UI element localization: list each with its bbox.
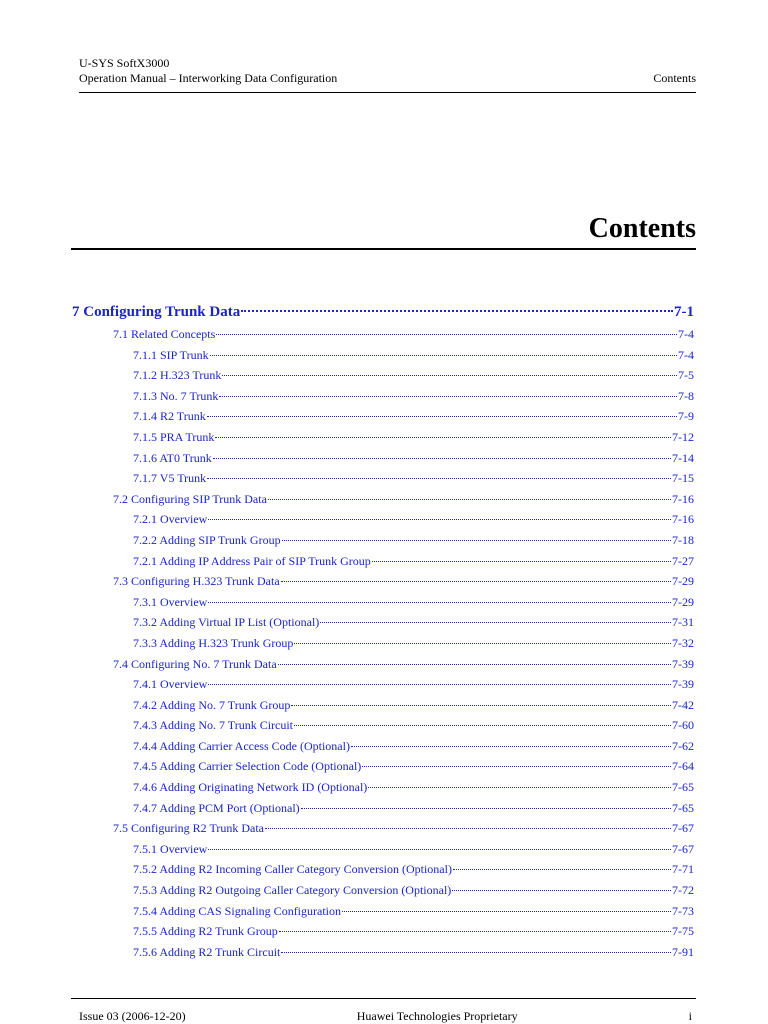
toc-entry[interactable] xyxy=(72,901,694,922)
toc-entry-label: 7.5.2 Adding R2 Incoming Caller Category Conversion (Optional) xyxy=(133,862,452,877)
toc-dot-leader xyxy=(281,581,671,582)
toc-entry[interactable] xyxy=(72,406,694,427)
toc-entry[interactable] xyxy=(72,345,694,366)
toc-entry-page: 7-91 xyxy=(672,944,694,959)
toc-dot-leader xyxy=(281,952,671,953)
toc-entry[interactable] xyxy=(72,736,694,757)
toc-entry[interactable] xyxy=(72,839,694,860)
toc-entry-label: 7.1.2 H.323 Trunk xyxy=(133,368,222,383)
toc-entry-page: 7-16 xyxy=(672,491,694,506)
toc-entry-page: 7-27 xyxy=(672,553,694,568)
toc-entry-page: 7-72 xyxy=(672,883,694,898)
toc-entry[interactable] xyxy=(72,324,694,345)
footer-issue: Issue 03 (2006-12-20) xyxy=(79,1009,186,1023)
toc-entry-label: 7.1.4 R2 Trunk xyxy=(133,409,206,424)
header-product: U-SYS SoftX3000 xyxy=(79,56,170,70)
toc-dot-leader xyxy=(294,725,671,726)
toc-entry-label: 7.5.4 Adding CAS Signaling Configuration xyxy=(133,903,342,918)
toc-entry-page: 7-39 xyxy=(672,656,694,671)
toc-entry[interactable] xyxy=(72,921,694,942)
toc-entry[interactable] xyxy=(72,448,694,469)
toc-entry-page: 7-32 xyxy=(672,635,694,650)
header-row xyxy=(79,71,696,86)
toc-entry-label: 7.4.5 Adding Carrier Selection Code (Optional) xyxy=(133,759,362,774)
toc-entry[interactable] xyxy=(72,551,694,572)
toc-entry-label: 7.4.6 Adding Originating Network ID (Optional) xyxy=(133,780,368,795)
toc-entry-page: 7-9 xyxy=(678,409,694,424)
toc-dot-leader xyxy=(207,416,677,417)
toc-dot-leader xyxy=(265,828,671,829)
toc-entry-label: 7.2.1 Adding IP Address Pair of SIP Trunk Group xyxy=(133,553,371,568)
toc-dot-leader xyxy=(452,890,671,891)
toc-entry-label: 7.5.6 Adding R2 Trunk Circuit xyxy=(133,944,281,959)
toc-dot-leader xyxy=(210,355,677,356)
footer-page-number: i xyxy=(688,1009,692,1023)
toc-entry-page: 7-75 xyxy=(672,924,694,939)
toc-entry-page: 7-73 xyxy=(672,903,694,918)
toc-entry-label: 7.2 Configuring SIP Trunk Data xyxy=(113,491,267,506)
toc-entry-page: 7-15 xyxy=(672,471,694,486)
toc-entry[interactable] xyxy=(72,300,694,324)
toc-entry-page: 7-64 xyxy=(672,759,694,774)
toc-entry-page: 7-67 xyxy=(672,821,694,836)
toc-dot-leader xyxy=(351,746,671,747)
toc-dot-leader xyxy=(294,643,671,644)
toc-entry-label: 7.2.2 Adding SIP Trunk Group xyxy=(133,532,281,547)
toc-entry-page: 7-14 xyxy=(672,450,694,465)
toc-dot-leader xyxy=(208,849,671,850)
toc-entry-page: 7-42 xyxy=(672,697,694,712)
toc-dot-leader xyxy=(282,540,671,541)
toc-entry-label: 7.5.1 Overview xyxy=(133,841,208,856)
footer-divider xyxy=(71,998,696,999)
toc-dot-leader xyxy=(219,396,677,397)
toc-entry-page: 7-5 xyxy=(678,368,694,383)
toc-dot-leader xyxy=(372,561,671,562)
toc-dot-leader xyxy=(368,787,671,788)
toc-entry-label: 7.3 Configuring H.323 Trunk Data xyxy=(113,574,280,589)
toc-entry-label: 7.4.3 Adding No. 7 Trunk Circuit xyxy=(133,718,294,733)
toc-dot-leader xyxy=(291,705,671,706)
toc-entry-label: 7.3.2 Adding Virtual IP List (Optional) xyxy=(133,615,320,630)
toc-entry[interactable] xyxy=(72,654,694,675)
toc-entry-label: 7.3.3 Adding H.323 Trunk Group xyxy=(133,635,294,650)
toc-entry-page: 7-65 xyxy=(672,780,694,795)
toc-dot-leader xyxy=(215,437,671,438)
toc-entry[interactable] xyxy=(72,859,694,880)
toc-entry[interactable] xyxy=(72,386,694,407)
toc-entry-label: 7.1.7 V5 Trunk xyxy=(133,471,207,486)
footer-company: Huawei Technologies Proprietary xyxy=(356,1009,518,1023)
toc-dot-leader xyxy=(208,684,671,685)
toc-entry-page: 7-31 xyxy=(672,615,694,630)
toc-entry[interactable] xyxy=(72,818,694,839)
toc-entry-label: 7.1.1 SIP Trunk xyxy=(133,347,209,362)
toc-entry-label: 7.1 Related Concepts xyxy=(113,327,216,341)
toc-entry[interactable] xyxy=(72,674,694,695)
toc-entry-label: 7.1.3 No. 7 Trunk xyxy=(133,388,219,403)
toc-entry[interactable] xyxy=(72,777,694,798)
toc-entry-page: 7-4 xyxy=(678,347,694,362)
toc-entry-label: 7.4.1 Overview xyxy=(133,677,208,692)
toc-entry-label: 7.5 Configuring R2 Trunk Data xyxy=(113,821,265,836)
toc-dot-leader xyxy=(207,478,671,479)
toc-entry[interactable] xyxy=(72,489,694,510)
toc-entry-label: 7.5.5 Adding R2 Trunk Group xyxy=(133,924,278,939)
toc-entry-label: 7.4.7 Adding PCM Port (Optional) xyxy=(133,800,300,815)
toc-dot-leader xyxy=(362,766,671,767)
toc-entry-label: 7.2.1 Overview xyxy=(133,512,208,527)
toc-entry[interactable] xyxy=(72,509,694,530)
toc-dot-leader xyxy=(241,310,673,312)
toc-dot-leader xyxy=(222,375,677,376)
toc-entry-label: 7.5.3 Adding R2 Outgoing Caller Category Conversion (Optional) xyxy=(133,883,452,898)
toc-entry-label: 7.3.1 Overview xyxy=(133,594,208,609)
header-manual-title: Operation Manual – Interworking Data Configuration xyxy=(79,71,338,85)
toc-entry[interactable] xyxy=(72,633,694,654)
toc-entry[interactable] xyxy=(72,798,694,819)
title-divider xyxy=(71,248,696,250)
toc-entry-page: 7-65 xyxy=(672,800,694,815)
toc-dot-leader xyxy=(279,931,671,932)
toc-entry[interactable] xyxy=(72,612,694,633)
toc-dot-leader xyxy=(208,519,671,520)
toc-entry[interactable] xyxy=(72,715,694,736)
toc-entry[interactable] xyxy=(72,468,694,489)
toc-entry[interactable] xyxy=(72,427,694,448)
toc-dot-leader xyxy=(301,808,671,809)
toc-entry[interactable] xyxy=(72,571,694,592)
toc-entry[interactable] xyxy=(72,592,694,613)
toc-entry-page: 7-60 xyxy=(672,718,694,733)
toc-entry-page: 7-18 xyxy=(672,532,694,547)
toc-entry[interactable] xyxy=(72,756,694,777)
toc-entry-label: 7.4.2 Adding No. 7 Trunk Group xyxy=(133,697,291,712)
toc-entry-page: 7-29 xyxy=(672,574,694,589)
page-footer xyxy=(79,1008,692,1024)
toc-entry-page: 7-67 xyxy=(672,841,694,856)
toc-entry-page: 7-29 xyxy=(672,594,694,609)
toc-entry[interactable] xyxy=(72,365,694,386)
toc-dot-leader xyxy=(216,334,677,335)
toc-entry[interactable] xyxy=(72,530,694,551)
toc-entry-label: 7.1.6 AT0 Trunk xyxy=(133,450,212,465)
toc-dot-leader xyxy=(208,602,671,603)
toc-entry-page: 7-39 xyxy=(672,677,694,692)
toc-entry[interactable] xyxy=(72,942,694,963)
header-divider xyxy=(79,92,696,93)
toc-entry-page: 7-8 xyxy=(678,388,694,403)
toc-entry-page: 7-71 xyxy=(672,862,694,877)
toc-entry-label: 7.4 Configuring No. 7 Trunk Data xyxy=(113,656,277,671)
page-header xyxy=(79,56,696,86)
table-of-contents xyxy=(72,300,694,962)
toc-entry-page: 7-12 xyxy=(672,429,694,444)
toc-entry[interactable] xyxy=(72,880,694,901)
toc-entry-page: 7-4 xyxy=(678,327,694,341)
toc-entry-page: 7-62 xyxy=(672,738,694,753)
toc-dot-leader xyxy=(278,664,671,665)
toc-dot-leader xyxy=(213,458,671,459)
toc-dot-leader xyxy=(320,622,671,623)
toc-entry[interactable] xyxy=(72,695,694,716)
toc-entry-label: 7.4.4 Adding Carrier Access Code (Optional) xyxy=(133,738,350,753)
toc-dot-leader xyxy=(268,499,671,500)
toc-entry-page: 7-16 xyxy=(672,512,694,527)
toc-entry-label: 7.1.5 PRA Trunk xyxy=(133,429,215,444)
header-section: Contents xyxy=(653,71,696,85)
page-title: Contents xyxy=(588,213,696,244)
toc-entry-page: 7-1 xyxy=(674,304,694,320)
toc-dot-leader xyxy=(453,869,671,870)
toc-entry-label: 7 Configuring Trunk Data xyxy=(72,304,241,320)
toc-dot-leader xyxy=(342,911,671,912)
